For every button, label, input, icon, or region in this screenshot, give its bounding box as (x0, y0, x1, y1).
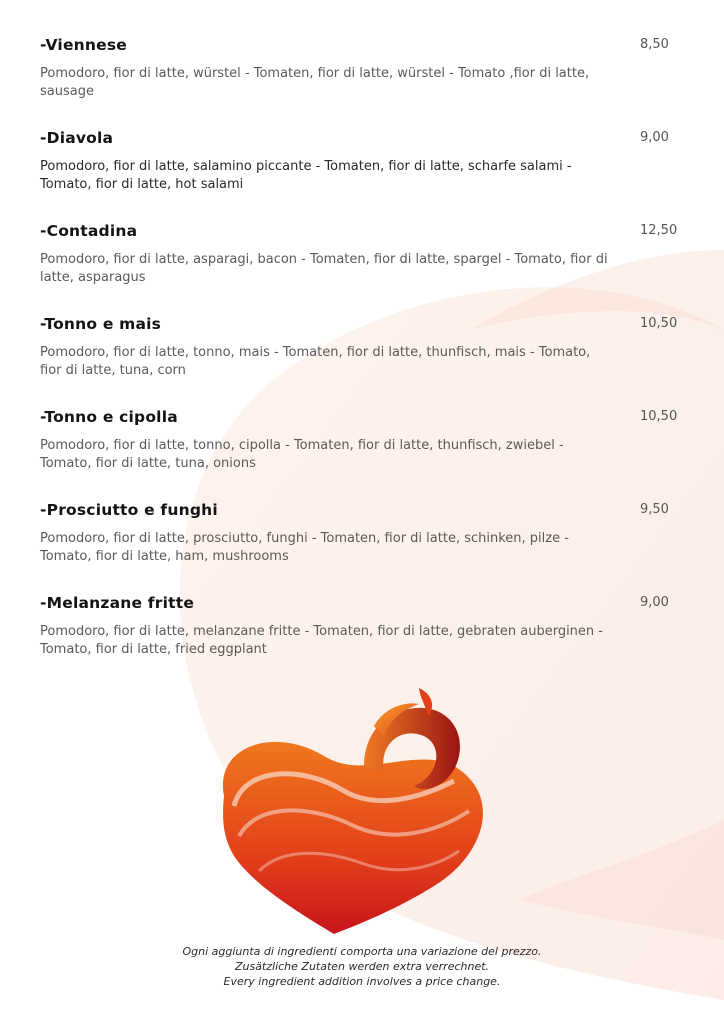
menu-item-name: -Tonno e cipolla (40, 408, 178, 426)
menu-item-price: 10,50 (640, 409, 678, 424)
notice-german: Zusätzliche Zutaten werden extra verrechnet. (234, 960, 490, 973)
menu-item-description: Pomodoro, fior di latte, asparagi, bacon - Tomaten, fior di latte, spargel - Tomato, fior di latte, asparagus (40, 252, 608, 285)
flame-heart-logo-icon (214, 686, 494, 936)
menu-item (40, 501, 690, 594)
menu-item (40, 315, 690, 408)
notice-italian: Ogni aggiunta di ingredienti comporta una variazione del prezzo. (182, 945, 542, 958)
menu-item-price: 8,50 (640, 37, 669, 52)
menu-item-description: Pomodoro, fior di latte, tonno, cipolla - Tomaten, fior di latte, thunfisch, zwiebel - Tomato, fior di latte, tuna, onions (40, 438, 564, 471)
menu-list (40, 36, 690, 687)
menu-item-name: -Diavola (40, 129, 114, 147)
menu-item-price: 10,50 (640, 316, 678, 331)
menu-item (40, 408, 690, 501)
menu-item-description: Pomodoro, fior di latte, würstel - Tomaten, fior di latte, würstel - Tomato ,fior di latte, sausage (40, 66, 590, 99)
menu-item-name: -Melanzane fritte (40, 594, 195, 612)
menu-item-price: 12,50 (640, 223, 678, 238)
menu-item (40, 222, 690, 315)
menu-item-name: -Viennese (40, 36, 127, 54)
notice-english: Every ingredient addition involves a price change. (223, 975, 501, 988)
menu-item-description: Pomodoro, fior di latte, melanzane fritte - Tomaten, fior di latte, gebraten auberginen - Tomato, fior di latte, fried eggplant (40, 624, 603, 657)
menu-item-description: Pomodoro, fior di latte, tonno, mais - Tomaten, fior di latte, thunfisch, mais - Tomato, fior di latte, tuna, corn (40, 345, 591, 378)
menu-item-name: -Contadina (40, 222, 138, 240)
menu-item-description: Pomodoro, fior di latte, salamino piccante - Tomaten, fior di latte, scharfe salami - Tomato, fior di latte, hot salami (40, 159, 572, 192)
menu-item (40, 36, 690, 129)
menu-item-price: 9,00 (640, 130, 669, 145)
menu-item (40, 129, 690, 222)
price-change-notice (0, 944, 724, 989)
menu-item-description: Pomodoro, fior di latte, prosciutto, funghi - Tomaten, fior di latte, schinken, pilze - Tomato, fior di latte, ham, mushrooms (40, 531, 569, 564)
menu-item-price: 9,00 (640, 595, 669, 610)
menu-item-name: -Prosciutto e funghi (40, 501, 218, 519)
menu-item-price: 9,50 (640, 502, 669, 517)
menu-item-name: -Tonno e mais (40, 315, 162, 333)
menu-item (40, 594, 690, 687)
